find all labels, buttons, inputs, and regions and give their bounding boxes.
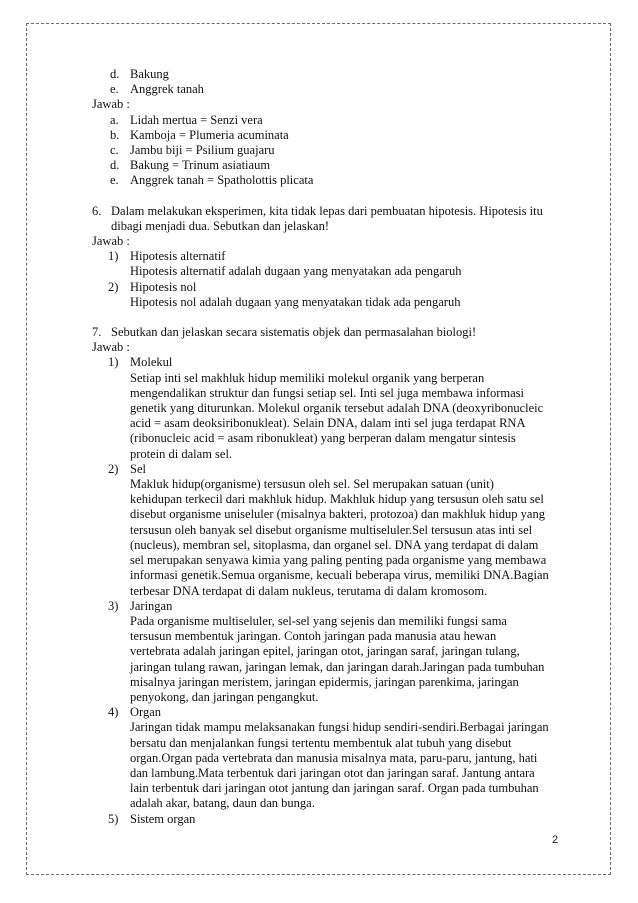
answer-line: Hipotesis nol adalah dugaan yang menyatakan tidak ada pengaruh	[130, 294, 461, 309]
answer-line: mengendalikan struktur dan fungsi setiap sel. Inti sel juga membawa informasi	[130, 385, 525, 400]
answer-line: protein di dalam sel.	[130, 446, 233, 461]
answer-line: (nucleus), membran sel, sitoplasma, dan organel sel. DNA yang terdapat di dalam	[130, 537, 539, 552]
answer-line: Jaringan tidak mampu melaksanakan fungsi hidup sendiri-sendiri.Berbagai jaringan	[130, 720, 549, 735]
jawab-label: Jawab :	[92, 234, 130, 249]
list-item-label: c.	[110, 143, 119, 158]
spacer	[92, 189, 572, 204]
list-item	[92, 82, 572, 97]
question-7	[92, 325, 572, 827]
list-item-label: d.	[110, 67, 120, 81]
list-item-text: Bakung	[130, 67, 169, 81]
jawab-label: Jawab :	[92, 340, 130, 355]
answer-title	[92, 812, 572, 827]
question-line: dibagi menjadi dua. Sebutkan dan jelaskan!	[111, 218, 329, 233]
answer-number: 3)	[108, 598, 119, 613]
answer-line: jaringan tulang rawan, jaringan lemak, dan jaringan darah.Jaringan pada tumbuhan	[130, 659, 545, 674]
answer-line: penyokong, dan jaringan pengangkut.	[130, 689, 319, 704]
answer-title	[92, 280, 572, 295]
list-item	[92, 113, 572, 128]
answer-line: genetik yang diturunkan. Molekul organik tersebut adalah DNA (deoxyribonucleic	[130, 401, 544, 416]
answer-number: 4)	[108, 705, 119, 720]
answer-number: 1)	[108, 249, 119, 264]
answer-title	[92, 249, 572, 264]
answer-number: 2)	[108, 279, 119, 294]
question-text: Dalam melakukan eksperimen, kita tidak lepas dari pembuatan hipotesis. Hipotesis itu	[111, 203, 543, 218]
list-item-label: d.	[110, 158, 120, 173]
answer-heading: Sistem organ	[130, 811, 196, 826]
list-item	[92, 143, 572, 158]
list-item	[92, 158, 572, 173]
jawab-label: Jawab :	[92, 97, 130, 112]
question-line	[92, 325, 572, 340]
list-item	[92, 128, 572, 143]
answer-line: Setiap inti sel makhluk hidup memiliki molekul organik yang berperan	[130, 370, 485, 385]
answer-title	[92, 599, 572, 614]
answer-heading: Organ	[130, 705, 162, 720]
list-item-text: Anggrek tanah = Spatholottis plicata	[130, 173, 314, 188]
answer-line: Makluk hidup(organisme) tersusun oleh sel. Sel merupakan satuan (unit)	[130, 477, 494, 492]
answer-number: 1)	[108, 355, 119, 370]
answer-line: sel merupakan senyawa kimia yang paling penting pada organisme yang membawa	[130, 553, 547, 568]
question-number: 6.	[92, 203, 102, 218]
answer-line: informasi genetik.Semua organisme, kecuali beberapa virus, memiliki DNA.Bagian	[130, 568, 549, 583]
answer-line: terbesar DNA terdapat di dalam nukleus, terutama di dalam kromosom.	[130, 583, 488, 598]
answer-line: bersatu dan menjalankan fungsi tertentu membentuk alat tubuh yang disebut	[130, 735, 512, 750]
list-item	[92, 67, 572, 82]
answer-line: vertebrata adalah jaringan epitel, jaringan otot, jaringan saraf, jaringan tulang,	[130, 644, 520, 659]
answer-title	[92, 355, 572, 370]
answer-title	[92, 705, 572, 720]
answer-heading: Sel	[130, 461, 146, 476]
top-list	[92, 67, 572, 97]
list-item-label: b.	[110, 127, 120, 142]
list-item-text: Jambu biji = Psilium guajaru	[130, 143, 275, 158]
list-item-text: Kamboja = Plumeria acuminata	[130, 127, 289, 142]
question-6	[92, 204, 572, 310]
answer-line: Hipotesis alternatif adalah dugaan yang menyatakan ada pengaruh	[130, 264, 462, 279]
answer-heading: Hipotesis nol	[130, 279, 197, 294]
question-text: Sebutkan dan jelaskan secara sistematis objek dan permasalahan biologi!	[111, 325, 477, 340]
list-item-label: a.	[110, 112, 119, 127]
answer-number: 5)	[108, 811, 119, 826]
document-body	[92, 67, 572, 827]
answer-line: disebut organisme uniseluler (misalnya bakteri, protozoa) dan makhluk hidup yang	[130, 507, 545, 522]
answer-line: Pada organisme multiseluler, sel-sel yang sejenis dan memiliki fungsi sama	[130, 613, 507, 628]
list-item-text: Bakung = Trinum asiatiaum	[130, 158, 271, 173]
answer-heading: Jaringan	[130, 598, 173, 613]
list-item-text: Anggrek tanah	[130, 82, 204, 97]
list-item-label: e.	[110, 173, 119, 188]
list-item-label: e.	[110, 82, 119, 97]
answer-line: dan lambung.Mata terbentuk dari jaringan otot dan jaringan saraf. Jantung antara	[130, 765, 535, 780]
answer-line: (ribonucleic acid = asam ribonukleat) yang berperan dalam mengatur sintesis	[130, 431, 516, 446]
page-number: 2	[552, 834, 559, 846]
answer-line: organ.Organ pada vertebrata dan manusia misalnya mata, paru-paru, jantung, hati	[130, 750, 538, 765]
answer-line: tersusun membentuk jaringan. Contoh jaringan pada manusia atau hewan	[130, 629, 497, 644]
answer-line: lain terbentuk dari jaringan otot jantung dan jaringan saraf. Organ pada tumbuhan	[130, 781, 539, 796]
answer-line: acid = asam deoksiribonukleat). Selain DNA, dalam inti sel juga terdapat RNA	[130, 416, 526, 431]
answer-line: adalah akar, batang, daun dan bunga.	[130, 796, 315, 811]
answer-heading: Hipotesis alternatif	[130, 249, 226, 264]
question-line	[92, 204, 572, 219]
answer-line: kehidupan terkecil dari makhluk hidup. Makhluk hidup yang tersusun oleh satu sel	[130, 492, 544, 507]
answer-line: misalnya jaringan meristem, jaringan epidermis, jaringan parenkima, jaringan	[130, 674, 519, 689]
answer-heading: Molekul	[130, 355, 173, 370]
answer-line: tersusun oleh banyak sel disebut organisme multiseluler.Sel tersusun atas inti sel	[130, 522, 533, 537]
answer-list	[92, 113, 572, 189]
answer-number: 2)	[108, 461, 119, 476]
spacer	[92, 310, 572, 325]
question-number: 7.	[92, 325, 102, 340]
list-item-text: Lidah mertua = Senzi vera	[130, 112, 263, 127]
answer-title	[92, 462, 572, 477]
list-item	[92, 173, 572, 188]
